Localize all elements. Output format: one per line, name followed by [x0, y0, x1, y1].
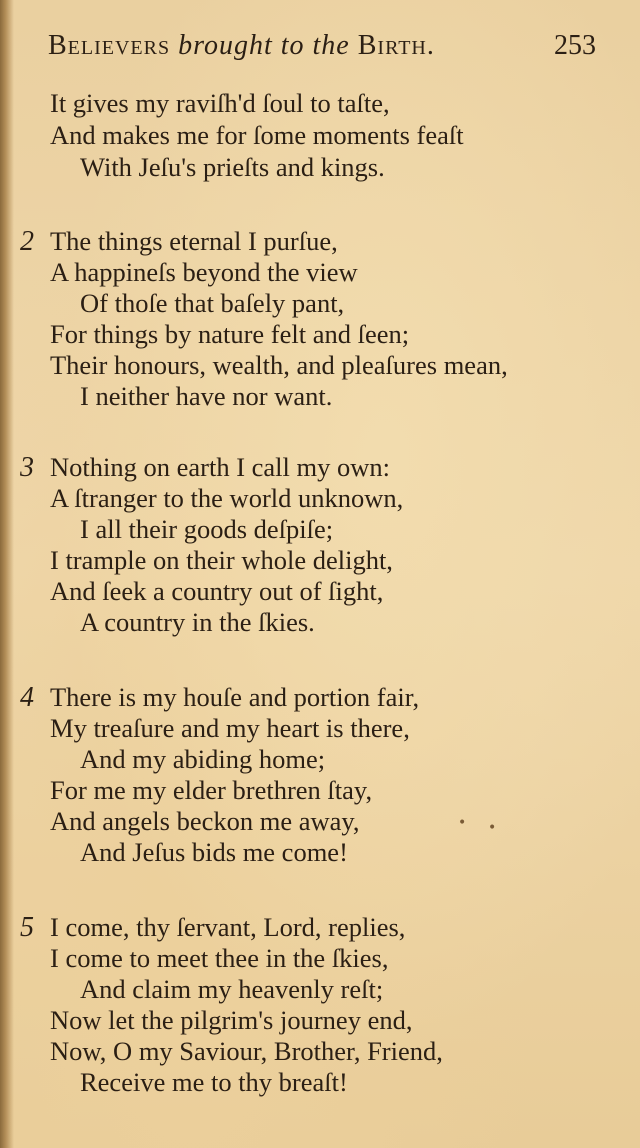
verse-line: A country in the ſkies. — [80, 607, 315, 637]
verse-line: With Jeſu's prieſts and kings. — [80, 152, 385, 182]
verse-line: I all their goods deſpiſe; — [80, 514, 334, 544]
verse-line: Now, O my Saviour, Brother, Friend, — [50, 1036, 443, 1066]
verse-line: And makes me for ſome moments feaſt — [50, 120, 464, 150]
paper-speck: • — [458, 815, 467, 831]
verse-line: A happineſs beyond the view — [50, 257, 358, 287]
running-head — [48, 30, 435, 62]
stanza-number: 3 — [20, 452, 34, 483]
paper-speck: • — [488, 820, 497, 836]
verse-line: And my abiding home; — [80, 744, 326, 774]
page-number: 253 — [554, 30, 596, 61]
verse-line: And claim my heavenly reſt; — [80, 974, 384, 1004]
verse-line: Now let the pilgrim's journey end, — [50, 1005, 413, 1035]
running-head-word-3: Birth. — [357, 30, 435, 61]
verse-line: For things by nature felt and ſeen; — [50, 319, 410, 349]
verse-line: Receive me to thy breaſt! — [80, 1067, 348, 1097]
verse-line: And Jeſus bids me come! — [80, 837, 348, 867]
stanza-number: 5 — [20, 912, 34, 943]
verse-line: Their honours, wealth, and pleaſures mean, — [50, 350, 508, 380]
verse-line: The things eternal I purſue, — [50, 226, 338, 256]
verse-line: I come to meet thee in the ſkies, — [50, 943, 389, 973]
verse-line: I trample on their whole delight, — [50, 545, 393, 575]
verse-line: For me my elder brethren ſtay, — [50, 775, 373, 805]
running-head-word-2: brought to the — [178, 30, 350, 61]
stanza-number: 2 — [20, 226, 34, 257]
running-head-word-1: Believers — [48, 30, 171, 61]
stanza-number: 4 — [20, 682, 34, 713]
verse-line: I come, thy ſervant, Lord, replies, — [50, 912, 406, 942]
verse-line: My treaſure and my heart is there, — [50, 713, 410, 743]
verse-line: It gives my raviſh'd ſoul to taſte, — [50, 88, 390, 118]
verse-line: There is my houſe and portion fair, — [50, 682, 420, 712]
verse-line: And ſeek a country out of ſight, — [50, 576, 384, 606]
verse-line: And angels beckon me away, — [50, 806, 360, 836]
verse-line: Of thoſe that baſely pant, — [80, 288, 345, 318]
page-gutter-shadow — [0, 0, 14, 1148]
verse-line: Nothing on earth I call my own: — [50, 452, 391, 482]
verse-line: I neither have nor want. — [80, 381, 333, 411]
verse-line: A ſtranger to the world unknown, — [50, 483, 404, 513]
page-header — [48, 30, 596, 74]
